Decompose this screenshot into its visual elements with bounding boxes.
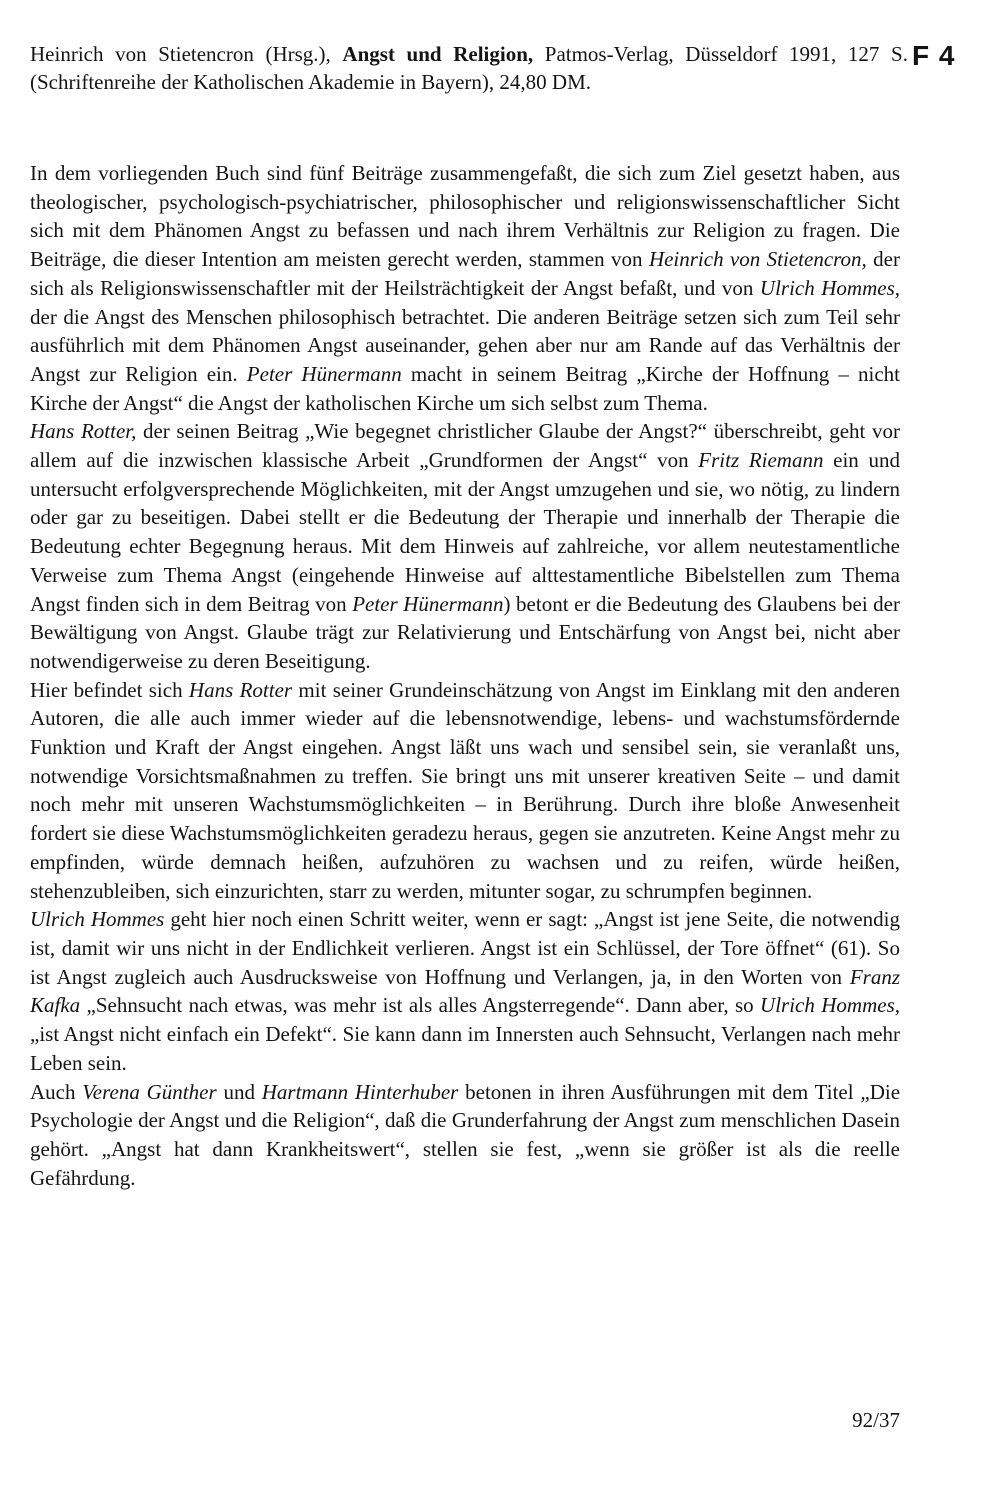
text-run: der die Angst des Menschen philosophisch betrachtet. Die anderen Beiträge setzen sich zum Teil sehr ausführlich mit dem Phänomen Angst auseinander, gehen aber nur am Rande auf das Verhältnis der Angst zur Religion ein. <box>30 304 900 386</box>
author-name: Heinrich von Stietencron, <box>648 247 867 272</box>
text-run: In dem vorliegenden Buch sind fünf Beiträge zusammengefaßt, die sich zum Ziel gesetzt haben, aus theologischer, psychologisch-psychiatrischer, philosophischer und religionswissenschaftlicher Sicht sich mit dem Phänomen Angst zu befassen und nach ihrem Verhältnis zur Religion zu fragen. Die Beiträge, die dieser Intention am meisten gerecht werden, stammen von <box>30 161 900 272</box>
paragraph-5 <box>30 1078 900 1193</box>
author-name: Franz Kafka <box>30 964 900 1018</box>
text-run: und <box>216 1079 262 1104</box>
text-run: mit seiner Grundeinschätzung von Angst im Einklang mit den anderen Autoren, die alle auch immer wieder auf die lebensnotwendige, lebens- und wachstumsfördernde Funktion und Kraft der Angst eingehen. Angst läßt uns wach und sensibel sein, sie veranlaßt uns, notwendige Vorsichtsmaßnahmen zu treffen. Sie bringt uns mit unserer kreativen Seite – und damit noch mehr mit unseren Wachstumsmöglichkeiten – in Berührung. Durch ihre bloße Anwesenheit fordert sie diese Wachstumsmöglichkeiten geradezu heraus, gegen sie anzutreten. Keine Angst mehr zu empfinden, würde demnach heißen, aufzuhören zu wachsen und zu reifen, würde heißen, stehenzubleiben, sich einzurichten, starr zu werden, mitunter sogar, zu schrumpfen beginnen. <box>30 677 901 903</box>
bibliographic-citation <box>30 40 908 96</box>
author-name: Ulrich Hommes, <box>760 993 900 1018</box>
text-run: betonen in ihren Ausführungen mit dem Titel „Die Psychologie der Angst und die Religion“, daß die Grunderfahrung der Angst zum menschlichen Dasein gehört. „Angst hat dann Krankheitswert“, stellen sie fest, „wenn sie größer ist als die reelle Gefährdung. <box>30 1079 901 1190</box>
author-name: Hans Rotter, <box>30 419 137 444</box>
citation-editor: Heinrich von Stietencron (Hrsg.), <box>30 42 343 66</box>
text-run: ) betont er die Bedeutung des Glaubens bei der Bewältigung von Angst. Glaube trägt zur Relativierung und Entschärfung von Angst bei, nicht aber notwendigerweise zu deren Beseitigung. <box>30 591 901 673</box>
paragraph-1 <box>30 159 900 417</box>
text-run: macht in seinem Beitrag „Kirche der Hoffnung – nicht Kirche der Angst“ die Angst der katholischen Kirche um sich selbst zum Thema. <box>30 361 900 415</box>
paragraph-4 <box>30 905 900 1077</box>
text-run: geht hier noch einen Schritt weiter, wenn er sagt: „Angst ist jene Seite, die notwendig ist, damit wir uns nicht in der Endlichkeit verlieren. Angst ist ein Schlüssel, der Tore öffnet“ (61). So ist Angst zugleich auch Ausdrucksweise von Hoffnung und Verlangen, ja, in den Worten von <box>30 907 900 989</box>
text-run: „ist Angst nicht einfach ein Defekt“. Sie kann dann im Innersten auch Sehnsucht, Verlangen nach mehr Leben sein. <box>30 1022 900 1075</box>
paragraph-2 <box>30 417 900 675</box>
review-body <box>30 159 900 1192</box>
citation-publication-details: Patmos-Verlag, Düsseldorf 1991, 127 S. (Schriftenreihe der Katholischen Akademie in Bayern), 24,80 DM. <box>30 42 908 94</box>
page-number: 92/37 <box>852 1408 900 1432</box>
text-run: „Sehnsucht nach etwas, was mehr ist als alles Angsterregende“. Dann aber, so <box>80 993 761 1018</box>
text-run: ein und untersucht erfolgversprechende Möglichkeiten, mit der Angst umzugehen und sie, wo nötig, zu lindern oder gar zu beseitigen. Dabei stellt er die Bedeutung der Therapie und innerhalb der Therapie die Bedeutung echter Begegnung heraus. Mit dem Hinweis auf zahlreiche, vor allem neutestamentliche Verweise zum Thema Angst (eingehende Hinweise auf alttestamentliche Bibelstellen zum Thema Angst finden sich in dem Beitrag von <box>30 448 900 616</box>
author-name: Verena Günther <box>82 1079 217 1104</box>
author-name: Hans Rotter <box>188 677 293 702</box>
text-run: Hier befindet sich <box>30 677 189 702</box>
text-run: Auch <box>30 1079 83 1104</box>
paragraph-3 <box>30 676 900 906</box>
author-name: Ulrich Hommes, <box>759 275 900 300</box>
text-run: der seinen Beitrag „Wie begegnet christlicher Glaube der Angst?“ überschreibt, geht vor allem auf die inzwischen klassische Arbeit „Grundformen der Angst“ von <box>30 419 901 473</box>
author-name: Peter Hünermann <box>246 361 402 386</box>
section-tag: F 4 <box>912 40 956 71</box>
author-name: Fritz Riemann <box>698 448 824 473</box>
author-name: Ulrich Hommes <box>30 907 165 932</box>
text-run: der sich als Religionswissenschaftler mit der Heilsträchtigkeit der Angst befaßt, und von <box>30 247 900 300</box>
book-title: Angst und Religion, <box>342 42 534 66</box>
author-name: Peter Hünermann <box>352 591 504 616</box>
author-name: Hartmann Hinterhuber <box>261 1079 459 1104</box>
